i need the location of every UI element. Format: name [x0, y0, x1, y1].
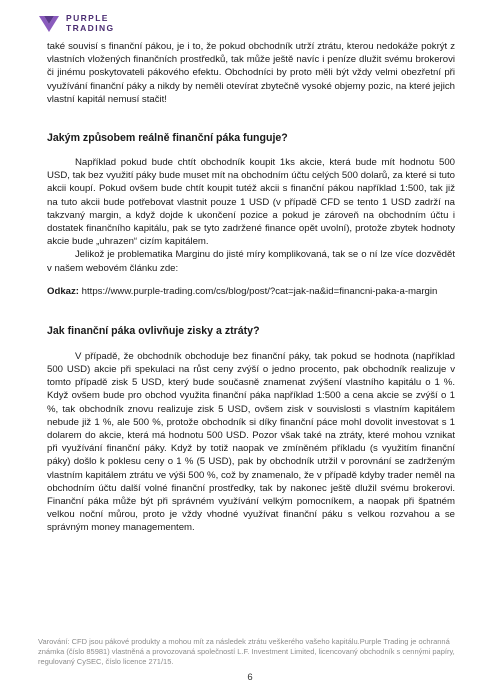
section1-paragraph-2: Jelikož je problematika Marginu do jisté míry komplikovaná, tak se o ní lze více dozvědět v našem webovém článku zde:: [47, 249, 455, 274]
logo-wordmark: [66, 13, 115, 33]
document-body: [47, 40, 455, 535]
purple-trading-logo: [38, 8, 115, 38]
page-number: 6: [247, 672, 253, 683]
section-heading-how-leverage-works: Jakým způsobem reálně finanční páka funguje?: [47, 132, 288, 145]
logo-line-1: PURPLE: [66, 13, 109, 23]
purple-trading-logo-icon: [38, 12, 60, 34]
risk-warning-footer: Varování: CFD jsou pákové produkty a mohou mít za následek ztrátu veškerého vašeho kapitálu.Purple Trading je ochranná známka (číslo 85981) vlastněná a provozovaná společností L.F. Investment Limited, licencovaný obchodník s cennými papíry, regulovaný CySEC, číslo licence 271/15.: [38, 637, 455, 666]
reference-link[interactable]: https://www.purple-trading.com/cs/blog/post/?cat=jak-na&id=financni-paka-a-margin: [81, 285, 438, 297]
logo-line-2: TRADING: [66, 23, 115, 33]
section2-paragraph-1: V případě, že obchodník obchoduje bez finanční páky, tak pokud se hodnota (například 500 USD) akcie při spekulaci na růst ceny zvýší o jedno procento, pak obchodník realizuje v tomto případě zisk 5 USD, který bude současně znamenat zvýšení vlastního kapitálu o 1 %. Když ovšem bude pro obchod využita finanční páka například 1:500 a cena akcie se zvýší o 1 %, tak obchodník znovu realizuje zisk 5 USD, ovšem zisk v souvislosti s vlastním kapitálem nebude již 1 %, ale 500 %, protože obchodník si díky finanční páce mohl dovolit investovat s 1 dolarem do akcie, která má hodnotu 500 USD. Pozor však také na ztráty, které mohou vznikat při využívání finanční páky. Když by totiž naopak ve zmíněném příkladu (s využitím finanční páky) došlo k poklesu ceny o 1 % (5 USD), pak by obchodník utržil v porovnání se zadrženým vlastním kapitálem ztrátu ve výši 500 %, což by znamenalo, že v případě kdyby trader neměl na obchodním účtu další volné finanční prostředky, tak by nakonec ještě dlužil svému brokerovi. Finanční páka může být při správném využívání velkým pomocníkem, a naopak při špatném velkou noční můrou, proto je vždy vhodné využívat finanční páku s velkou rozvahou a se správným money managementem.: [47, 350, 455, 534]
intro-paragraph: také souvisí s finanční pákou, je i to, že pokud obchodník utrží ztrátu, kterou nedokáže pokrýt z vlastních vložených finančních prostředků, tak může ještě navíc i peníze dlužit svému brokerovi či jinému poskytovateli pákového efektu. Obchodníci by proto měli být vždy velmi obezřetní při využívání finanční páky a nikdy by neměli otevírat zbytečně vysoké objemy pozic, na které jejich vlastní kapitál nemusí stačit!: [47, 41, 455, 105]
reference-link-line: [47, 285, 455, 298]
section1-paragraph-1: Například pokud bude chtít obchodník koupit 1ks akcie, která bude mít hodnotu 500 USD, tak bez využití páky bude muset mít na obchodním účtu celých 500 dolarů, za které si tuto akcii koupí. Pokud ovšem bude chtít koupit tutéž akcii s finanční pákou například 1:500, tak již na tuto akcii bude potřebovat vlastnit pouze 1 USD (v případě CFD se tento 1 USD zadrží na takzvaný margin, a když dojde k ukončení pozice a pokud je zároveň na obchodním účtu i dostatek finančního kapitálu, pak se tyto zadržené finance opět uvolní), protože zbytek hodnoty akcie bude „uhrazen“ cizím kapitálem.: [47, 157, 455, 248]
link-label: Odkaz:: [47, 285, 79, 297]
section-heading-profits-losses: Jak finanční páka ovlivňuje zisky a ztráty?: [47, 324, 260, 337]
